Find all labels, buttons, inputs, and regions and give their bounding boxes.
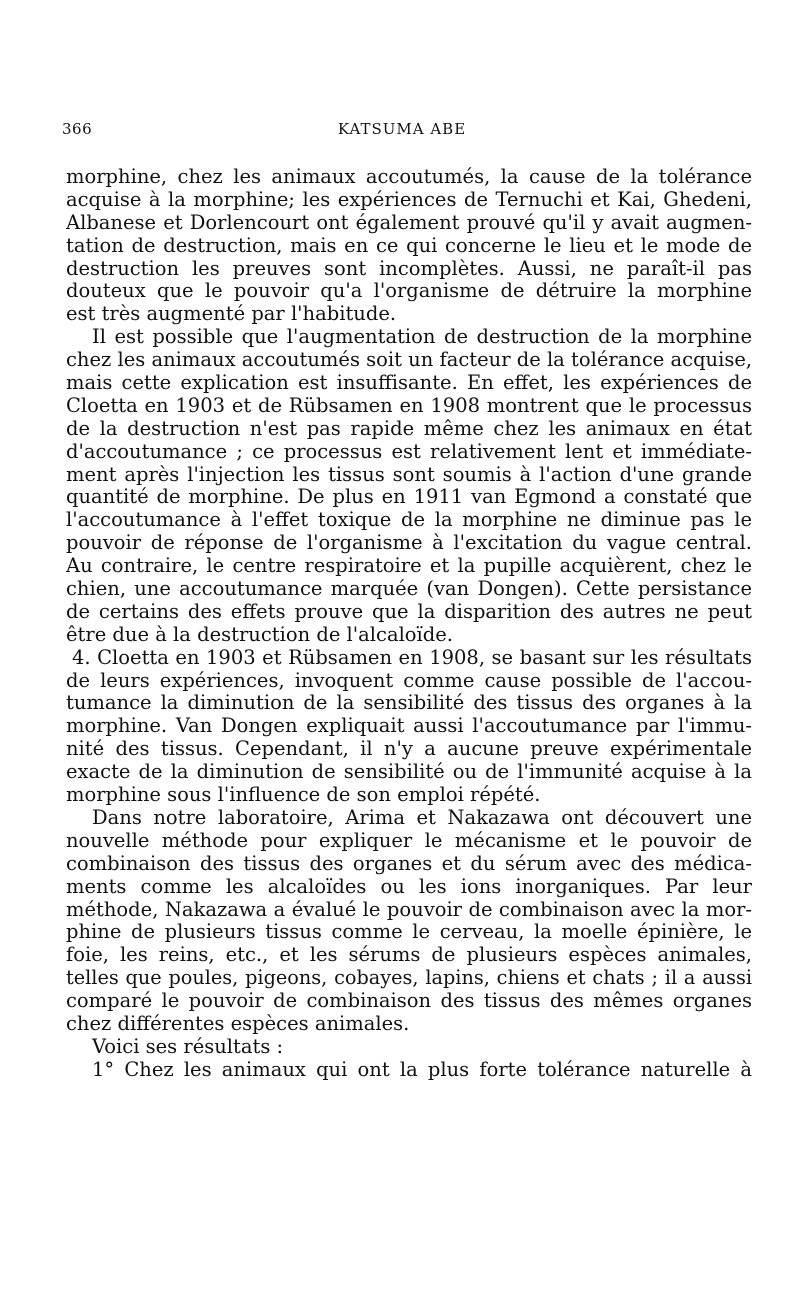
- text-line: ment après l'injection les tissus sont soumis à l'action d'une grande: [66, 463, 752, 486]
- text-line: pouvoir de réponse de l'organisme à l'excitation du vague central.: [66, 532, 752, 555]
- text-line: phine de plusieurs tissus comme le cerveau, la moelle épinière, le: [66, 921, 752, 944]
- text-line: destruction les preuves sont incomplètes. Aussi, ne paraît-il pas: [66, 257, 752, 280]
- text-line: ments comme les alcaloïdes ou les ions inorganiques. Par leur: [66, 875, 752, 898]
- text-line: être due à la destruction de l'alcaloïde.: [66, 623, 454, 646]
- text-line: Dans notre laboratoire, Arima et Nakazawa ont découvert une: [92, 806, 752, 829]
- text-line: de certains des effets prouve que la disparition des autres ne peut: [66, 600, 752, 623]
- text-line: chez les animaux accoutumés soit un facteur de la tolérance acquise,: [66, 349, 752, 372]
- text-line: Il est possible que l'augmentation de destruction de la morphine: [92, 326, 752, 349]
- text-line: chez différentes espèces animales.: [66, 1012, 410, 1035]
- text-line: tumance la diminution de la sensibilité des tissus des organes à la: [66, 692, 752, 715]
- text-line: d'accoutumance ; ce processus est relativement lent et immédiate-: [66, 440, 752, 463]
- text-line: telles que poules, pigeons, cobayes, lapins, chiens et chats ; il a aussi: [66, 967, 752, 990]
- text-line: combinaison des tissus des organes et du sérum avec des médica-: [66, 852, 752, 875]
- text-line: 4. Cloetta en 1903 et Rübsamen en 1908, se basant sur les résultats: [72, 646, 752, 669]
- text-line: morphine. Van Dongen expliquait aussi l'accoutumance par l'immu-: [66, 715, 752, 738]
- page-number: 366: [62, 120, 93, 138]
- text-line: Albanese et Dorlencourt ont également prouvé qu'il y avait augmen-: [66, 211, 752, 234]
- text-line: de leurs expériences, invoquent comme cause possible de l'accou-: [66, 669, 752, 692]
- text-line: tation de destruction, mais en ce qui concerne le lieu et le mode de: [66, 234, 752, 257]
- running-head: KATSUMA ABE: [337, 120, 467, 138]
- text-line: Cloetta en 1903 et de Rübsamen en 1908 montrent que le processus: [66, 394, 752, 417]
- text-line: acquise à la morphine; les expériences de Ternuchi et Kai, Ghedeni,: [66, 188, 752, 211]
- text-line: mais cette explication est insuffisante. En effet, les expériences de: [66, 372, 752, 395]
- text-line: l'accoutumance à l'effet toxique de la morphine ne diminue pas le: [66, 509, 752, 532]
- text-line: Au contraire, le centre respiratoire et la pupille acquièrent, chez le: [66, 555, 752, 578]
- text-line: morphine, chez les animaux accoutumés, la cause de la tolérance: [66, 166, 752, 188]
- text-line: quantité de morphine. De plus en 1911 van Egmond a constaté que: [66, 486, 752, 509]
- text-line: morphine sous l'influence de son emploi répété.: [66, 784, 541, 807]
- text-line: foie, les reins, etc., et les sérums de plusieurs espèces animales,: [66, 944, 752, 967]
- text-line: 1° Chez les animaux qui ont la plus forte tolérance naturelle à: [92, 1058, 752, 1081]
- text-line: de la destruction n'est pas rapide même chez les animaux en état: [66, 417, 752, 440]
- text-line: nité des tissus. Cependant, il n'y a aucune preuve expérimentale: [66, 738, 752, 761]
- page-header: [62, 120, 742, 144]
- text-line: méthode, Nakazawa a évalué le pouvoir de combinaison avec la mor-: [66, 898, 752, 921]
- text-line: comparé le pouvoir de combinaison des tissus des mêmes organes: [66, 990, 752, 1013]
- text-line: douteux que le pouvoir qu'a l'organisme de détruire la morphine: [66, 280, 752, 303]
- body-text: [66, 166, 752, 1082]
- text-line: est très augmenté par l'habitude.: [66, 303, 397, 326]
- text-line: exacte de la diminution de sensibilité ou de l'immunité acquise à la: [66, 761, 752, 784]
- text-line: Voici ses résultats :: [92, 1035, 284, 1058]
- text-line: chien, une accoutumance marquée (van Dongen). Cette persistance: [66, 578, 752, 601]
- text-line: nouvelle méthode pour expliquer le mécanisme et le pouvoir de: [66, 829, 752, 852]
